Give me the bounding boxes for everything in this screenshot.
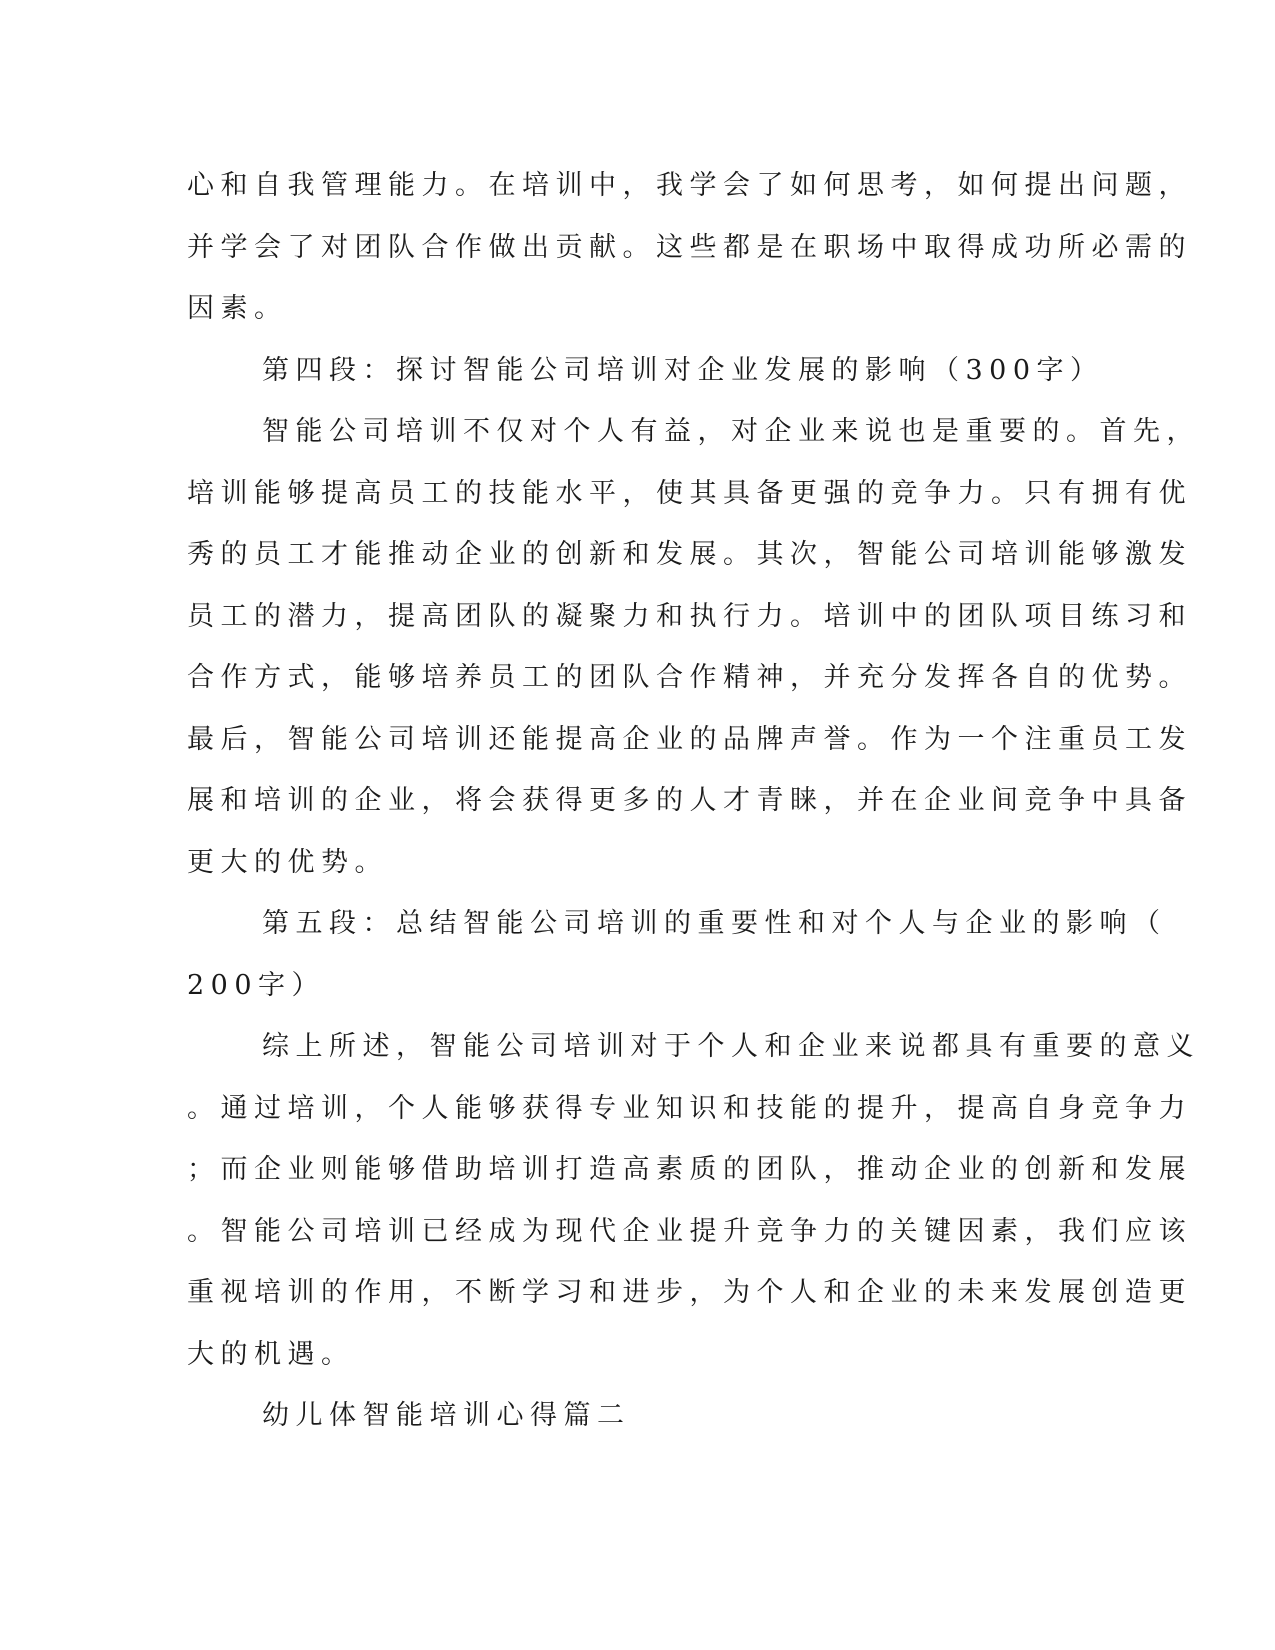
text-line: 员工的潜力，提高团队的凝聚力和执行力。培训中的团队项目练习和 — [187, 600, 1192, 632]
text-line: 秀的员工才能推动企业的创新和发展。其次，智能公司培训能够激发 — [187, 539, 1192, 570]
text-line: 培训能够提高员工的技能水平，使其具备更强的竞争力。只有拥有优 — [187, 477, 1192, 509]
text-line: 最后，智能公司培训还能提高企业的品牌声誉。作为一个注重员工发 — [187, 723, 1192, 755]
text-line: 。智能公司培训已经成为现代企业提升竞争力的关键因素，我们应该 — [187, 1215, 1192, 1247]
text-line: 合作方式，能够培养员工的团队合作精神，并充分发挥各自的优势。 — [187, 662, 1192, 693]
text-line: 心和自我管理能力。在培训中，我学会了如何思考，如何提出问题， — [187, 170, 1192, 201]
text-line: 智能公司培训不仅对个人有益，对企业来说也是重要的。首先， — [262, 416, 1200, 447]
text-line: ；而企业则能够借助培训打造高素质的团队，推动企业的创新和发展 — [187, 1154, 1192, 1185]
text-line: 更大的优势。 — [187, 846, 388, 878]
text-line: 200字） — [187, 969, 326, 1001]
text-line: 并学会了对团队合作做出贡献。这些都是在职场中取得成功所必需的 — [187, 231, 1192, 263]
text-line: 幼儿体智能培训心得篇二 — [262, 1400, 631, 1431]
text-line: 重视培训的作用，不断学习和进步，为个人和企业的未来发展创造更 — [187, 1277, 1192, 1308]
text-line: 综上所述，智能公司培训对于个人和企业来说都具有重要的意义 — [262, 1031, 1200, 1062]
text-line: 。通过培训，个人能够获得专业知识和技能的提升，提高自身竞争力 — [187, 1092, 1192, 1124]
text-line: 大的机遇。 — [187, 1338, 355, 1370]
text-line: 第四段：探讨智能公司培训对企业发展的影响（300字） — [262, 354, 1104, 386]
document-body — [187, 155, 1200, 1447]
text-line: 第五段：总结智能公司培训的重要性和对个人与企业的影响（ — [262, 908, 1167, 939]
text-line: 因素。 — [187, 293, 288, 324]
text-line: 展和培训的企业，将会获得更多的人才青睐，并在企业间竞争中具备 — [187, 785, 1192, 816]
